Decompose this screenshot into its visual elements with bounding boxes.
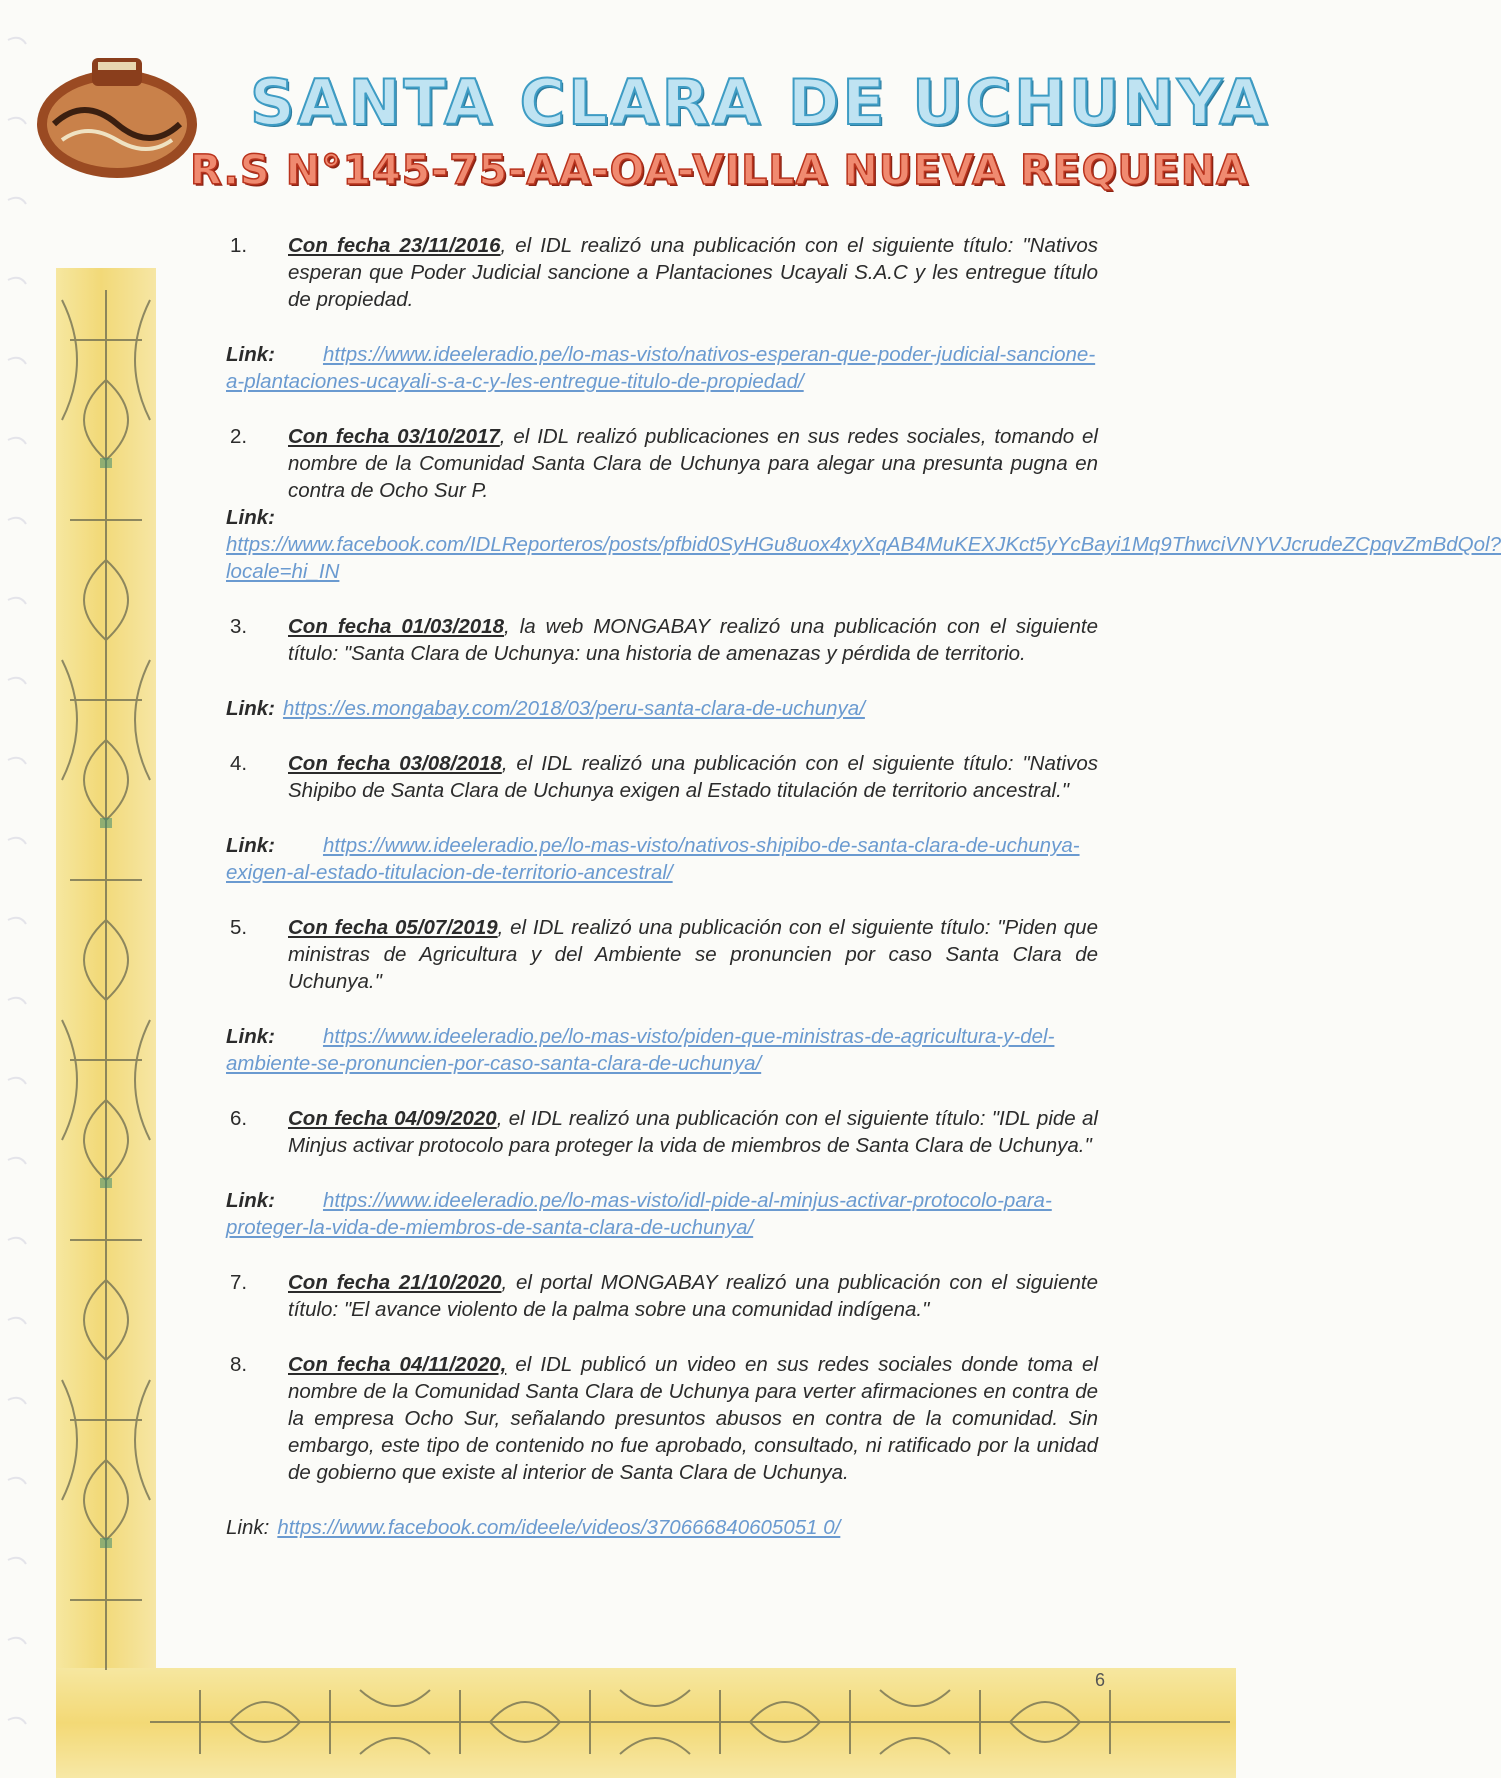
item-text: , el IDL realizó publicaciones en sus redes sociales, tomando el nombre de la Comunidad Santa Clara de Uchunya para alegar una presunta pugna en contra de Ocho Sur P. [288,425,1098,502]
page-number: 6 [1095,1670,1106,1690]
list-item [226,1269,1098,1323]
item-number: 5. [230,916,248,939]
item-date: Con fecha 03/08/2018 [288,752,502,775]
item-text: el IDL publicó un video en sus redes sociales donde toma el nombre de la Comunidad Santa Clara de Uchunya para verter afirmaciones en contra de la empresa Ocho Sur, señalando presuntos abusos en contra de la comunidad. Sin embargo, este tipo de contenido no fue aprobado, consultado, ni ratificado por la unidad de gobierno que existe al interior de Santa Clara de Uchunya. [288,1353,1098,1484]
link-url[interactable]: https://www.ideeleradio.pe/lo-mas-visto/idl-pide-al-minjus-activar-protocolo-para-proteger-la-vida-de-miembros-de-santa-clara-de-uchunya/ [226,1189,1052,1239]
item-number: 3. [230,615,248,638]
link-row [226,1514,1098,1541]
link-label: Link: [226,697,275,720]
item-number: 2. [230,425,248,448]
list-item [226,232,1098,313]
link-url[interactable]: https://www.facebook.com/IDLReporteros/posts/pfbid0SyHGu8uox4xyXqAB4MuKEXJKct5yYcBayi1Mq9ThwciVNYVJcrudeZCpqvZmBdQol?locale=hi_IN [226,533,1501,583]
item-date: Con fecha 05/07/2019 [288,916,498,939]
link-url[interactable]: https://www.facebook.com/ideele/videos/370666840605051 0/ [277,1516,841,1539]
link-row [226,1187,1098,1241]
item-date: Con fecha 03/10/2017 [288,425,500,448]
list-item [226,1105,1098,1159]
item-number: 6. [230,1107,248,1130]
item-text: , el IDL realizó una publicación con el siguiente título: "IDL pide al Minjus activar protocolo para proteger la vida de miembros de Santa Clara de Uchunya." [288,1107,1098,1157]
link-url[interactable]: https://www.ideeleradio.pe/lo-mas-visto/nativos-esperan-que-poder-judicial-sancione-a-plantaciones-ucayali-s-a-c-y-les-entregue-titulo-de-propiedad/ [226,343,1096,393]
link-row [226,832,1098,886]
item-number: 8. [230,1353,248,1376]
link-label: Link: [226,1189,275,1212]
item-number: 1. [230,234,248,257]
list-item [226,423,1098,504]
link-label: Link: [226,1025,275,1048]
item-number: 7. [230,1271,248,1294]
item-text: , el portal MONGABAY realizó una publicación con el siguiente título: "El avance violento de la palma sobre una comunidad indígena." [288,1271,1098,1321]
link-row [226,504,1501,585]
link-label: Link: [226,343,275,366]
item-number: 4. [230,752,248,775]
item-date: Con fecha 21/10/2020 [288,1271,502,1294]
list-item [226,750,1098,804]
link-url[interactable]: https://es.mongabay.com/2018/03/peru-santa-clara-de-uchunya/ [282,697,865,720]
item-date: Con fecha 01/03/2018 [288,615,504,638]
link-row [226,341,1098,395]
item-date: Con fecha 23/11/2016 [288,234,501,257]
header-title: SANTA CLARA DE UCHUNYA [250,66,1271,139]
document-body [226,232,1501,1541]
link-url[interactable]: https://www.ideeleradio.pe/lo-mas-visto/nativos-shipibo-de-santa-clara-de-uchunya-exigen-al-estado-titulacion-de-territorio-ancestral/ [226,834,1080,884]
link-label: Link: [226,834,275,857]
link-label: Link: [226,1516,270,1539]
item-text: , la web MONGABAY realizó una publicación con el siguiente título: "Santa Clara de Uchunya: una historia de amenazas y pérdida de territorio. [288,615,1098,665]
list-item [226,914,1098,995]
list-item [226,1351,1098,1486]
item-text: , el IDL realizó una publicación con el siguiente título: "Nativos Shipibo de Santa Clara de Uchunya exigen al Estado titulación de territorio ancestral." [288,752,1098,802]
link-label: Link: [226,506,275,529]
link-row [226,695,1098,722]
item-date: Con fecha 04/09/2020 [288,1107,497,1130]
link-row [226,1023,1098,1077]
item-text: , el IDL realizó una publicación con el siguiente título: "Piden que ministras de Agricultura y del Ambiente se pronuncien por caso Santa Clara de Uchunya." [288,916,1098,993]
item-date: Con fecha 04/11/2020, [288,1353,507,1376]
header-subtitle: R.S N°145-75-AA-OA-VILLA NUEVA REQUENA [190,146,1249,194]
list-item [226,613,1098,667]
link-url[interactable]: https://www.ideeleradio.pe/lo-mas-visto/piden-que-ministras-de-agricultura-y-del-ambiente-se-pronuncien-por-caso-santa-clara-de-uchunya/ [226,1025,1055,1075]
item-text: , el IDL realizó una publicación con el siguiente título: "Nativos esperan que Poder Judicial sancione a Plantaciones Ucayali S.A.C y les entregue título de propiedad. [288,234,1099,311]
